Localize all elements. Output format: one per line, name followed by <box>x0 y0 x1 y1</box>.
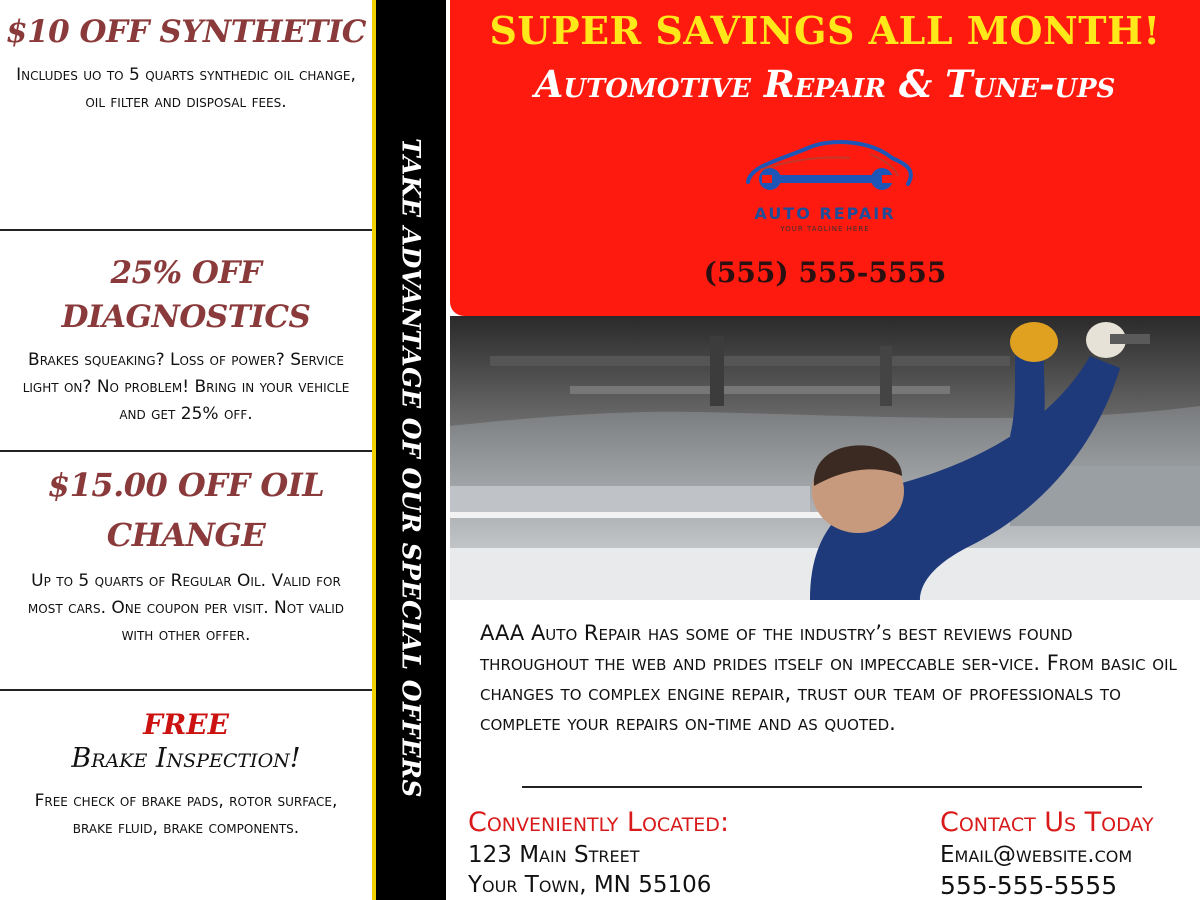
header-phone: (555) 555-5555 <box>703 256 947 289</box>
promo-header <box>450 0 1200 316</box>
coupon-synthetic <box>0 10 372 116</box>
main-panel <box>446 0 1200 900</box>
contact-email[interactable]: Email@website.com <box>940 842 1133 868</box>
car-wrench-icon <box>720 130 930 210</box>
band-text: TAKE ADVANTAGE OF OUR SPECIAL OFFERS <box>396 138 426 798</box>
coupon-free-label: FREE <box>143 708 229 741</box>
coupon-title: $10 OFF SYNTHETIC <box>6 14 366 50</box>
coupon-description: Brakes squeaking? Loss of power? Service light on? No problem! Bring in your vehicle and get 25% off. <box>22 350 350 424</box>
mechanic-photo <box>450 316 1200 600</box>
special-offers-band <box>376 0 446 900</box>
coupon-description: Includes uo to 5 quarts synthedic oil change, oil filter and disposal fees. <box>16 65 356 112</box>
coupon-divider <box>0 450 372 452</box>
coupon-description: Up to 5 quarts of Regular Oil. Valid for most cars. One coupon per visit. Not valid with other offer. <box>27 571 345 645</box>
logo-name: AUTO REPAIR <box>754 204 896 223</box>
coupon-title: $15.00 OFF OIL CHANGE <box>47 466 325 554</box>
auto-repair-logo <box>720 130 930 240</box>
address-city: Your Town, MN 55106 <box>468 872 712 898</box>
location-block <box>468 806 848 900</box>
coupon-description: Free check of brake pads, rotor surface, brake fluid, brake components. <box>34 791 338 838</box>
section-divider <box>522 786 1142 788</box>
contact-label: Contact Us Today <box>940 807 1154 838</box>
coupon-brake-inspection <box>0 708 372 842</box>
coupon-diagnostics <box>0 251 372 428</box>
coupon-title: 25% OFF DIAGNOSTICS <box>61 255 311 335</box>
coupon-title: Brake Inspection! <box>71 743 301 774</box>
coupon-oil-change <box>0 460 372 649</box>
headline: SUPER SAVINGS ALL MONTH! <box>489 8 1161 53</box>
location-label: Conveniently Located: <box>468 807 730 838</box>
coupon-divider <box>0 229 372 231</box>
about-text: AAA Auto Repair has some of the industry’s best reviews found throughout the web and prides itself on impeccable ser-vice. From basic oil changes to complex engine repair, trust our team of professionals to complete your repairs on-time and as quoted. <box>480 621 1177 735</box>
logo-tagline: YOUR TAGLINE HERE <box>780 225 870 233</box>
mechanic-under-car-image <box>450 316 1200 600</box>
coupon-column <box>0 0 372 900</box>
address-street: 123 Main Street <box>468 842 640 868</box>
coupon-divider <box>0 689 372 691</box>
subheadline: Automotive Repair & Tune-ups <box>534 62 1116 106</box>
contact-block <box>940 806 1200 900</box>
contact-phone[interactable]: 555-555-5555 <box>940 871 1118 900</box>
